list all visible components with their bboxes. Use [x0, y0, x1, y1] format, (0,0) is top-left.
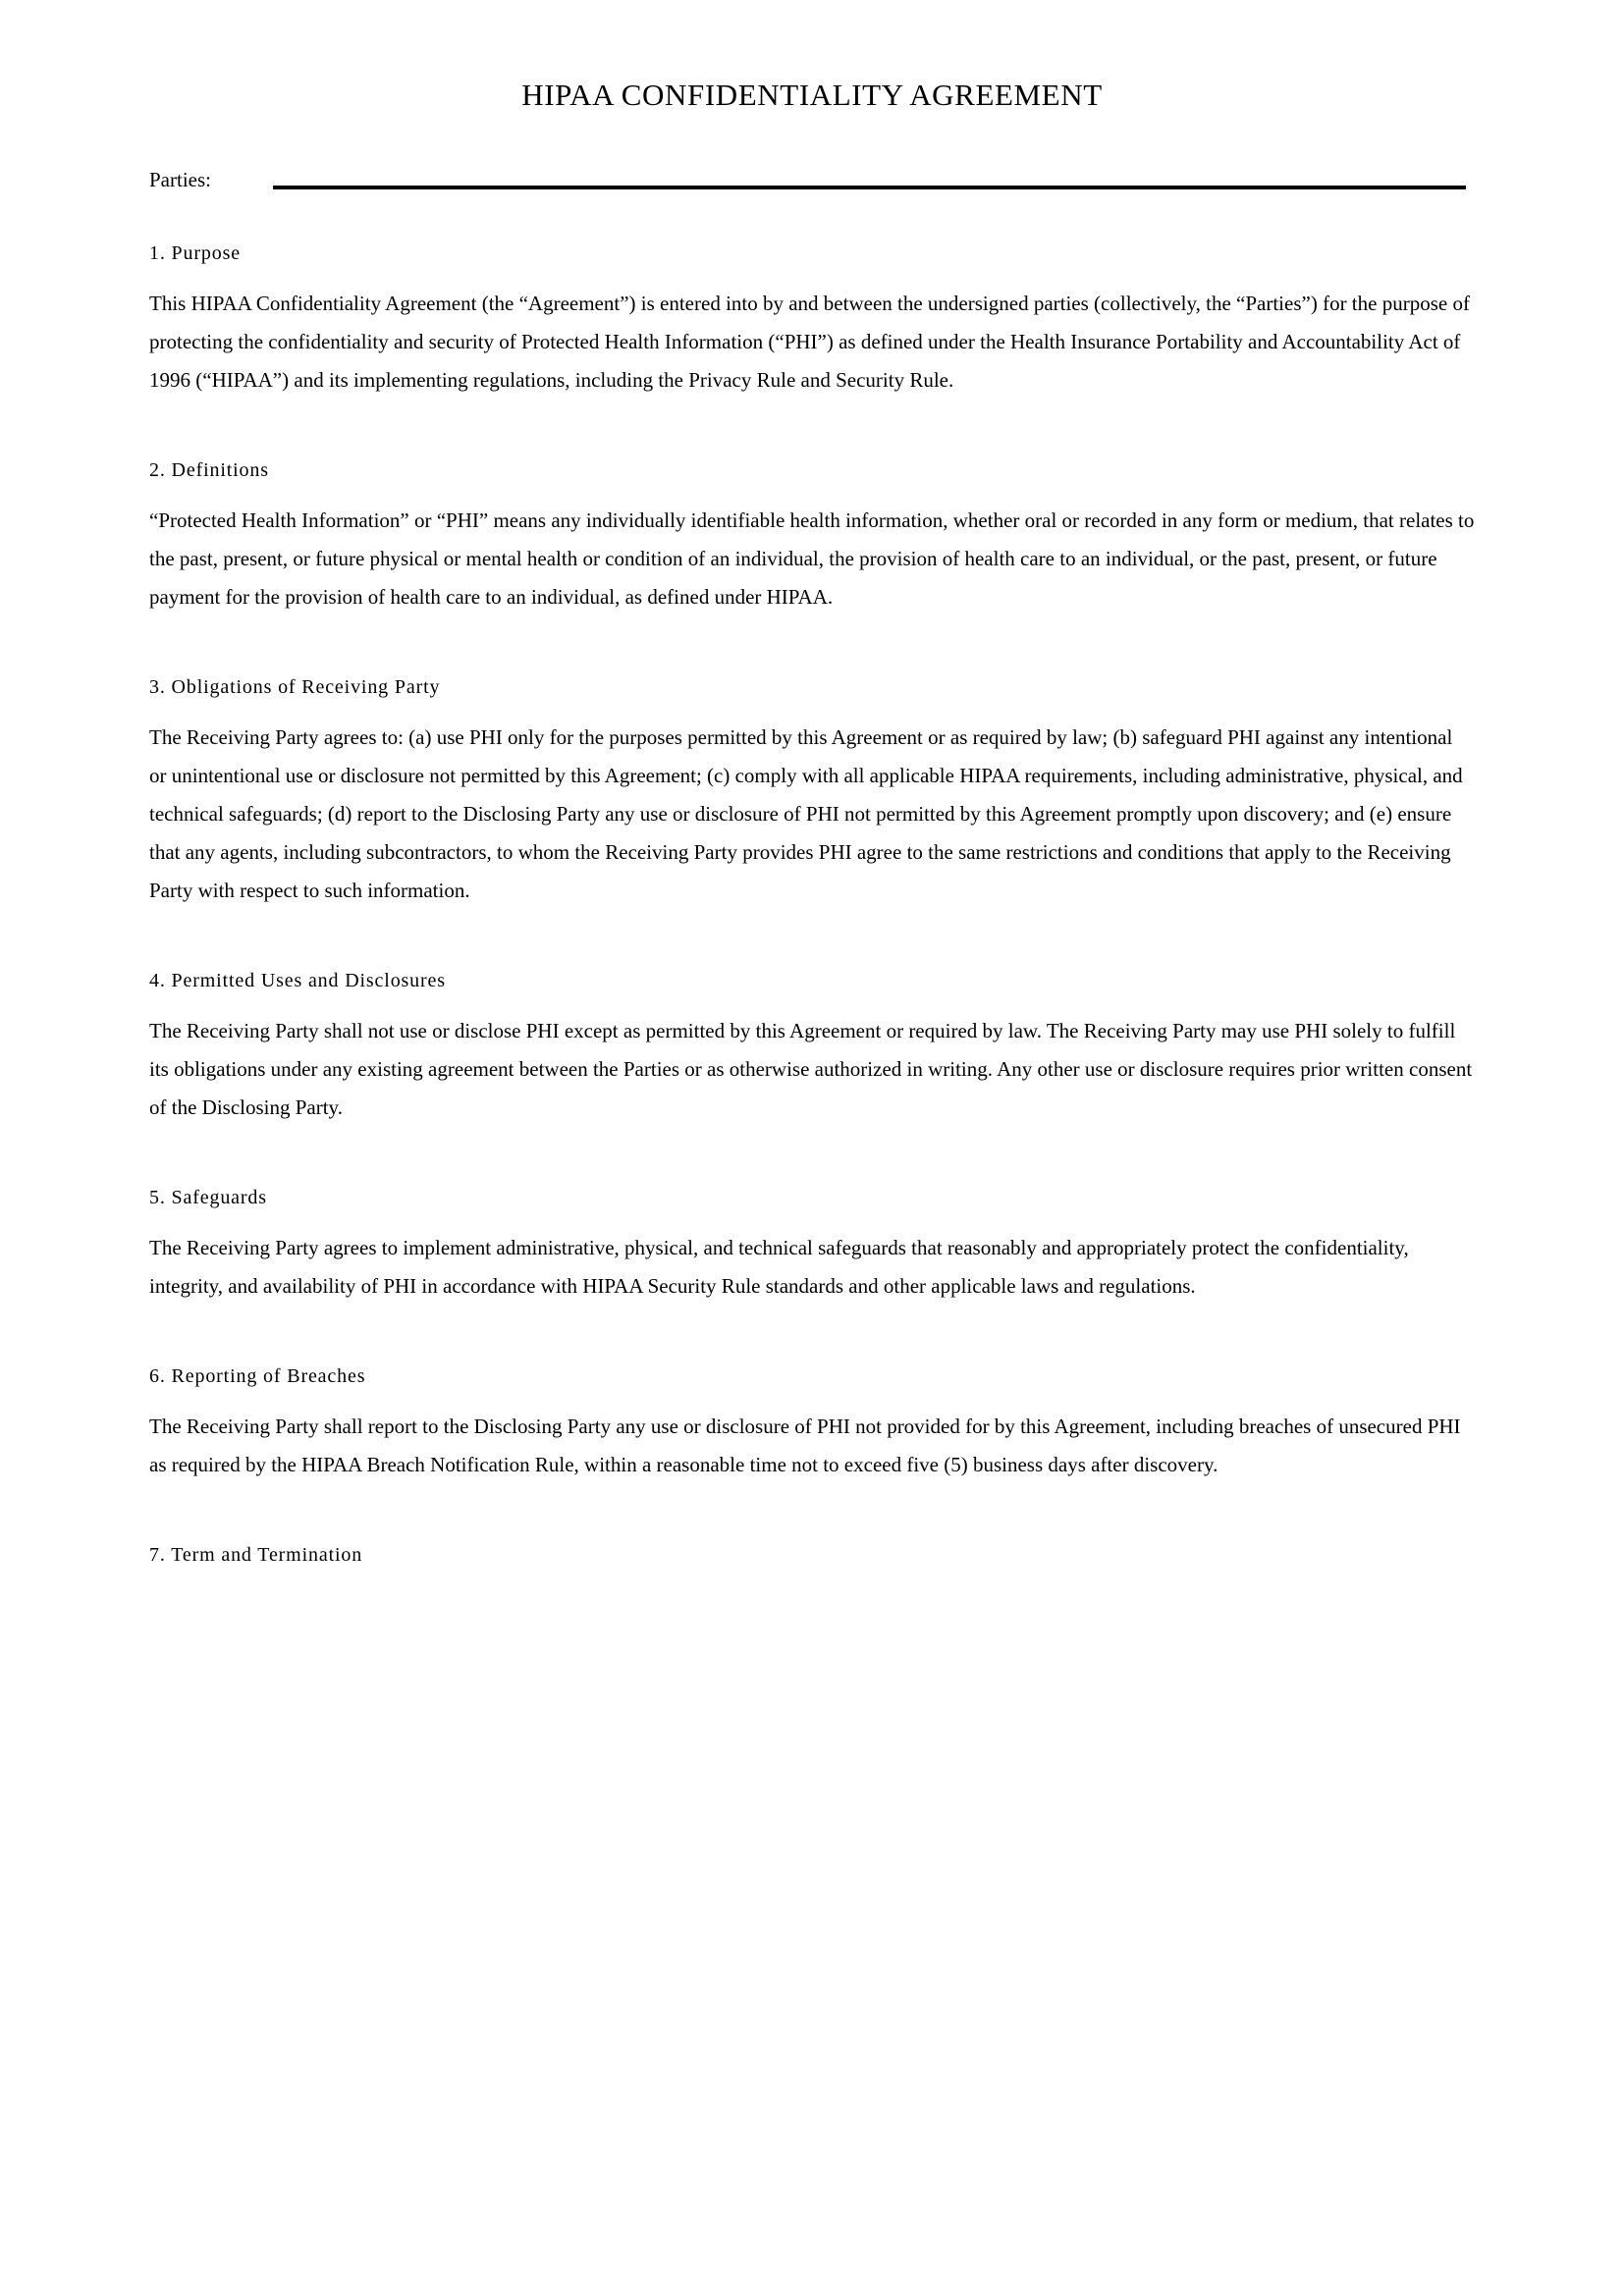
section-heading: 1. Purpose	[149, 242, 241, 265]
section-6-reporting-of-breaches	[149, 1363, 1475, 1484]
section-heading: 6. Reporting of Breaches	[149, 1365, 366, 1388]
section-body: The Receiving Party agrees to: (a) use PHI only for the purposes permitted by this Agreement or as required by law; (b) safeguard PHI against any intentional or unintentional use or disclosure not permitted by this Agreement; (c) comply with all applicable HIPAA requirements, including administrative, physical, and technical safeguards; (d) report to the Disclosing Party any use or disclosure of PHI not permitted by this Agreement promptly upon discovery; and (e) ensure that any agents, including subcontractors, to whom the Receiving Party provides PHI agree to the same restrictions and conditions that apply to the Receiving Party with respect to such information.	[149, 725, 1463, 903]
section-2-definitions	[149, 457, 1475, 616]
section-heading: 7. Term and Termination	[149, 1544, 363, 1567]
section-3-obligations-of-receiving-party	[149, 674, 1475, 910]
section-body: The Receiving Party shall not use or disclose PHI except as permitted by this Agreement or required by law. The Receiving Party may use PHI solely to fulfill its obligations under any existing agreement between the Parties or as otherwise authorized in writing. Any other use or disclosure requires prior written consent of the Disclosing Party.	[149, 1019, 1473, 1120]
section-body: This HIPAA Confidentiality Agreement (the “Agreement”) is entered into by and between the undersigned parties (collectively, the “Parties”) for the purpose of protecting the confidentiality and security of Protected Health Information (“PHI”) as defined under the Health Insurance Portability and Accountability Act of 1996 (“HIPAA”) and its implementing regulations, including the Privacy Rule and Security Rule.	[149, 292, 1470, 393]
section-4-permitted-uses-and-disclosures	[149, 968, 1475, 1127]
section-body: “Protected Health Information” or “PHI” means any individually identifiable health information, whether oral or recorded in any form or medium, that relates to the past, present, or future physical or mental health or condition of an individual, the provision of health care to an individual, or the past, present, or future payment for the provision of health care to an individual, as defined under HIPAA.	[149, 508, 1475, 610]
parties-field-row	[149, 159, 1475, 192]
section-heading: 4. Permitted Uses and Disclosures	[149, 970, 446, 992]
section-body: The Receiving Party shall report to the Disclosing Party any use or disclosure of PHI not provided for by this Agreement, including breaches of unsecured PHI as required by the HIPAA Breach Notification Rule, within a reasonable time not to exceed five (5) business days after discovery.	[149, 1415, 1461, 1477]
parties-signature-line[interactable]	[273, 186, 1466, 189]
sections-container	[149, 240, 1475, 1569]
page-title: HIPAA CONFIDENTIALITY AGREEMENT	[521, 78, 1103, 112]
section-1-purpose	[149, 240, 1475, 400]
section-5-safeguards	[149, 1185, 1475, 1306]
section-body: The Receiving Party agrees to implement administrative, physical, and technical safeguards that reasonably and appropriately protect the confidentiality, integrity, and availability of PHI in accordance with HIPAA Security Rule standards and other applicable laws and regulations.	[149, 1236, 1409, 1299]
parties-label: Parties:	[149, 168, 211, 192]
section-heading: 2. Definitions	[149, 459, 269, 482]
section-heading: 3. Obligations of Receiving Party	[149, 676, 441, 699]
section-heading: 5. Safeguards	[149, 1187, 267, 1209]
section-7-term-and-termination	[149, 1542, 1475, 1569]
